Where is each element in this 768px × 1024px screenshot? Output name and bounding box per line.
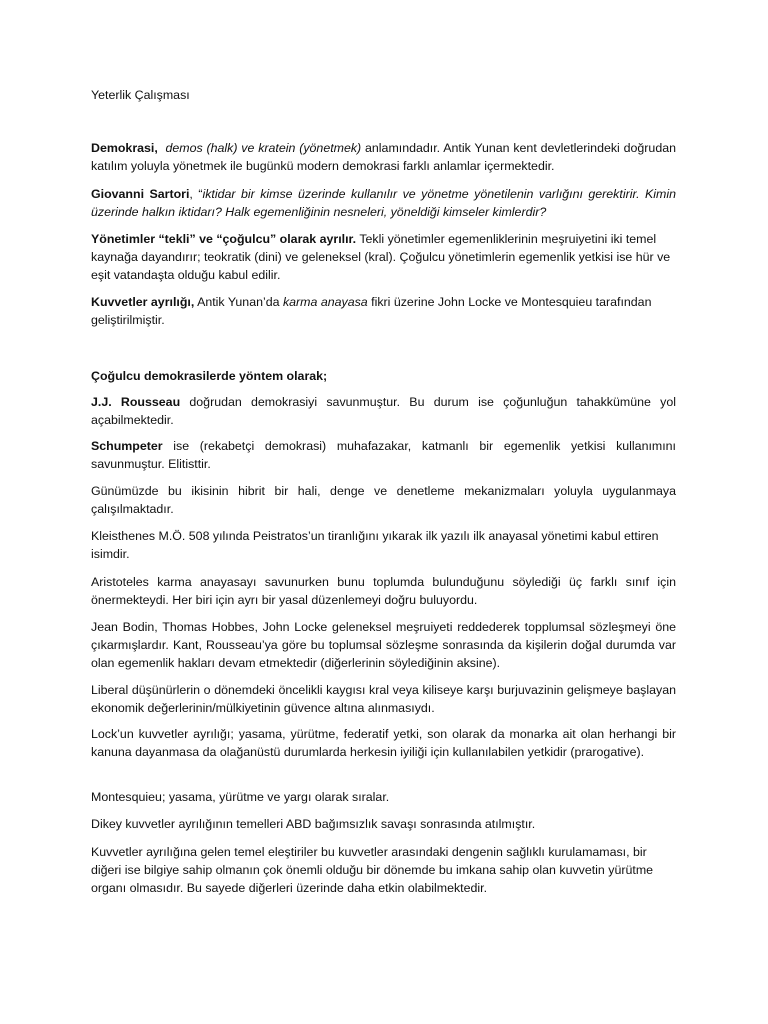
term-rousseau: J.J. Rousseau xyxy=(91,395,181,409)
paragraph-sartori xyxy=(91,185,676,221)
etymology: demos (halk) ve kratein (yönetmek) xyxy=(165,141,362,155)
paragraph-liberal: Liberal düşünürlerin o dönemdeki öncelikli kaygısı kral veya kiliseye karşı burjuvazinin gelişmeye başlayan ekonomik değerlerinin/mülkiyetinin güvence altına alınmasıydı. xyxy=(91,683,676,715)
section-heading: Çoğulcu demokrasilerde yöntem olarak; xyxy=(91,369,328,383)
paragraph-hibrit: Günümüzde bu ikisinin hibrit bir hali, denge ve denetleme mekanizmaları yoluyla uygulanmaya çalışılmaktadır. xyxy=(91,484,676,516)
paragraph-kleisthenes: Kleisthenes M.Ö. 508 yılında Peistratos’un tiranlığını yıkarak ilk yazılı ilk anayasal yönetimi kabul ettiren isimdir. xyxy=(91,529,659,561)
paragraph-kuvvetler xyxy=(91,293,676,329)
term-karma-anayasa: karma anayasa xyxy=(282,295,368,309)
term-schumpeter: Schumpeter xyxy=(91,439,163,453)
sartori-quote: iktidar bir kimse üzerinde kullanılır ve yönetme yönetilenin varlığını gerektirir. Kimin üzerinde halkın iktidarı? Halk egemenliğinin nesneleri, yöneldiği kimseler kimlerdir? xyxy=(91,187,677,219)
paragraph-locke: Lock’un kuvvetler ayrılığı; yasama, yürütme, federatif yetki, son olarak da monarka ait olan herhangi bir kanuna dayanmasa da olağanüstü durumlarda herkesin iyiliği için kullanılabilen yetkidir (prarogative). xyxy=(91,727,676,759)
term-sartori: Giovanni Sartori xyxy=(91,187,190,201)
paragraph-text: anlamındadır. Antik Yunan kent devletlerindeki doğrudan katılım yoluyla yönetmek ile bugünkü modern demokrasi farklı anlamlar içermektedir. xyxy=(91,141,676,173)
term-demokrasi: Demokrasi, xyxy=(91,141,158,155)
paragraph-schumpeter xyxy=(91,437,676,473)
document-title: Yeterlik Çalışması xyxy=(91,88,190,102)
paragraph-text: doğrudan demokrasiyi savunmuştur. Bu durum ise çoğunluğun tahakkümüne yol açabilmektedir. xyxy=(91,395,676,427)
paragraph-text: , “ xyxy=(189,187,203,201)
term-yonetimler: Yönetimler “tekli” ve “çoğulcu” olarak ayrılır. xyxy=(91,232,357,246)
paragraph-montesquieu: Montesquieu; yasama, yürütme ve yargı olarak sıralar. xyxy=(91,790,390,804)
paragraph-aristoteles: Aristoteles karma anayasayı savunurken bunu toplumda bulunduğunu söylediği üç farklı sınıf için önermekteydi. Her biri için ayrı bir yasal düzenlemeyi doğru buluyordu. xyxy=(91,575,676,607)
term-kuvvetler: Kuvvetler ayrılığı, xyxy=(91,295,195,309)
paragraph-text: Tekli yönetimler egemenliklerinin meşruiyetini iki temel kaynağa dayandırır; teokratik (dini) ve geleneksel (kral). Çoğulcu yönetimlerin egemenlik yetkisi ise hür ve eşit vatandaşta olduğu kabul edilir. xyxy=(91,232,671,282)
paragraph-yonetimler xyxy=(91,230,676,284)
paragraph-text: ise (rekabetçi demokrasi) muhafazakar, katmanlı bir egemenlik yetkisi kullanımını savunmuştur. Elitisttir. xyxy=(91,439,676,471)
paragraph-rousseau xyxy=(91,393,676,429)
paragraph-elestiriler: Kuvvetler ayrılığına gelen temel eleştiriler bu kuvvetler arasındaki dengenin sağlıklı kurulamaması, bir diğeri ise bilgiye sahip olmanın çok önemli olduğu bir dönemde bu imkana sahip olan kuvvetin yürütme organı olmasıdır. Bu sayede diğerleri üzerinde daha etkin olabilmektedir. xyxy=(91,845,654,895)
paragraph-text: Antik Yunan’da xyxy=(194,295,283,309)
paragraph-demokrasi xyxy=(91,139,676,175)
paragraph-dikey: Dikey kuvvetler ayrılığının temelleri ABD bağımsızlık savaşı sonrasında atılmıştır. xyxy=(91,817,536,831)
paragraph-sozlesme: Jean Bodin, Thomas Hobbes, John Locke geleneksel meşruiyeti reddederek topplumsal sözleşmeyi öne çıkarmışlardır. Kant, Rousseau’ya göre bu toplumsal sözleşme sonrasında da kişilerin doğal durumda var olan egemenlik hakları devam etmektedir (diğerlerinin söylediğinin aksine). xyxy=(91,620,676,670)
paragraph-text: fikri üzerine John Locke ve Montesquieu tarafından geliştirilmiştir. xyxy=(91,295,652,327)
